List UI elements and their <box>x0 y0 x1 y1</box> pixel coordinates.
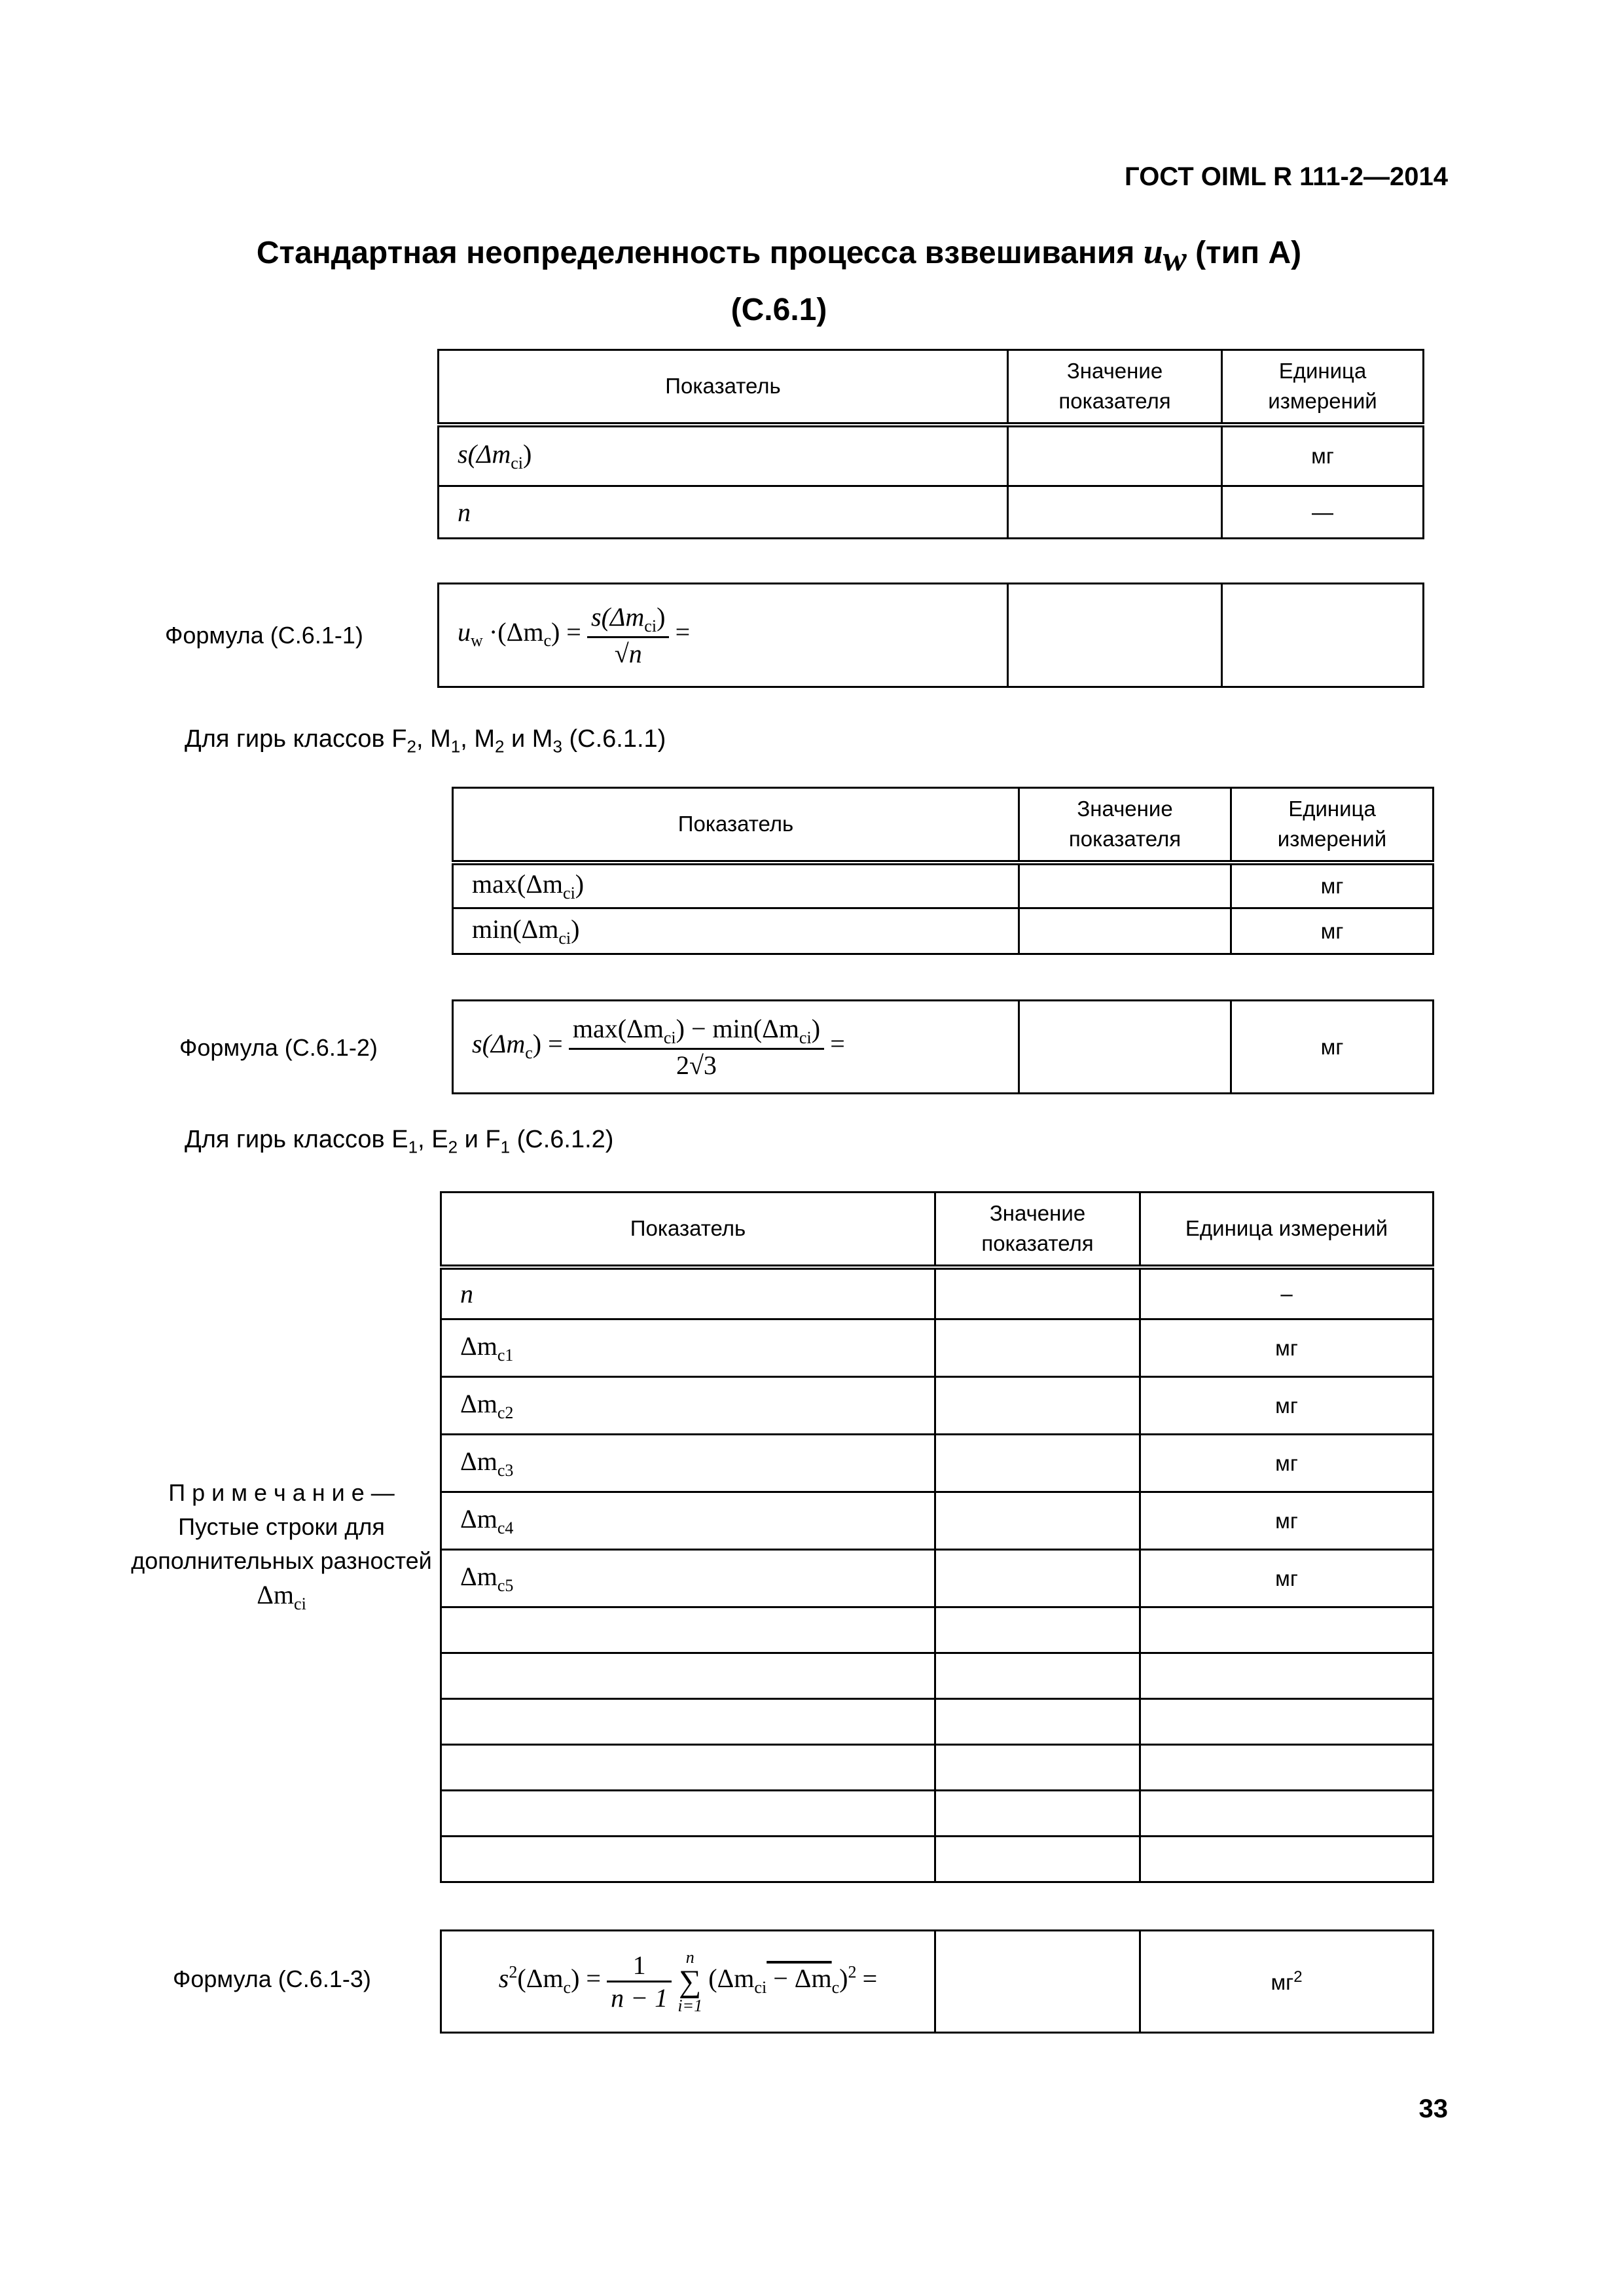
indicator-cell: n <box>441 1267 935 1319</box>
table-row <box>441 1319 1434 1377</box>
indicator-cell: $\max(\Delta m_{ci})$ <box>453 863 1019 908</box>
unit-cell: – <box>1140 1267 1434 1319</box>
empty-row <box>441 1699 1434 1745</box>
section-heading-1: Для гирь классов $F_2$, $M_1$, $M_2$ и $M_3$ (C.6.1.1) <box>185 725 666 757</box>
formula-label-1: Формула (C.6.1-1) <box>165 622 363 649</box>
formula-cell: $s^2(\Delta m_c)$ = $\frac{1}{n - 1}$ n ∑ i=1 $(\Delta m_{ci} - \Delta m_c)^2$ = <box>441 1931 935 2033</box>
table-row <box>453 863 1434 908</box>
formula-row <box>441 1931 1434 2033</box>
note-title: П р и м е ч а н и е — <box>168 1479 395 1506</box>
unit-cell: мг <box>1222 425 1424 486</box>
document-code: ГОСТ OIML R 111-2—2014 <box>1125 162 1448 191</box>
sum-sign: n ∑ i=1 <box>677 1947 703 2015</box>
value-cell[interactable] <box>935 1319 1140 1377</box>
unit-cell: — <box>1222 486 1424 539</box>
indicator-cell: $\Delta m_{c3}$ <box>441 1435 935 1492</box>
title-line-2: (C.6.1) <box>731 292 827 327</box>
header-value: Значение показателя <box>1019 788 1231 863</box>
table-row <box>441 1267 1434 1319</box>
formula-table-1 <box>437 583 1424 688</box>
header-indicator: Показатель <box>441 1193 935 1267</box>
formula-label-2: Формула (C.6.1-2) <box>179 1034 378 1061</box>
header-unit: Единица измерений <box>1231 788 1434 863</box>
empty-row <box>441 1745 1434 1791</box>
value-cell[interactable] <box>1008 425 1222 486</box>
unit-cell: мг <box>1140 1319 1434 1377</box>
indicator-cell: n <box>439 486 1008 539</box>
unit-cell: мг <box>1231 863 1434 908</box>
empty-row <box>441 1653 1434 1699</box>
formula-label-3: Формула (C.6.1-3) <box>173 1965 371 1992</box>
value-cell[interactable] <box>1019 1001 1231 1094</box>
section-heading-2: Для гирь классов $E_1$, $E_2$ и $F_1$ (C.6.1.2) <box>185 1126 614 1157</box>
formula-table-3 <box>440 1929 1434 2034</box>
header-value: Значение показателя <box>1008 350 1222 425</box>
fraction: $\frac{1}{n - 1}$ <box>607 1950 672 2013</box>
value-cell[interactable] <box>935 1267 1140 1319</box>
header-value: Значение показателя <box>935 1193 1140 1267</box>
header-unit: Единица измерений <box>1222 350 1424 425</box>
note <box>124 1476 439 1621</box>
indicator-cell: $s(\Delta m_{ci})$ <box>439 425 1008 486</box>
table-row <box>439 425 1424 486</box>
empty-row <box>441 1791 1434 1837</box>
unit-cell: мг <box>1140 1435 1434 1492</box>
formula-cell: $s(\Delta m_c)$ = $\frac{\max(\Delta m_{ci}) - \min(\Delta m_{ci})}{2√3}$ = <box>453 1001 1019 1094</box>
table-weighing-inputs <box>437 349 1424 539</box>
table-row <box>453 908 1434 954</box>
value-cell[interactable] <box>1008 584 1222 687</box>
unit-cell: мг <box>1231 908 1434 954</box>
page-number: 33 <box>1418 2094 1448 2123</box>
table-differences <box>440 1191 1434 1883</box>
value-cell[interactable] <box>1019 863 1231 908</box>
unit-cell: мг <box>1140 1550 1434 1607</box>
table-header-row <box>439 350 1424 425</box>
table-row <box>441 1377 1434 1435</box>
page-title <box>157 228 1401 334</box>
table-row <box>441 1550 1434 1607</box>
value-cell[interactable] <box>1019 908 1231 954</box>
note-body: Пустые строки для дополнительных разностей <box>131 1513 432 1574</box>
table-header-row <box>453 788 1434 863</box>
header-unit: Единица измерений <box>1140 1193 1434 1267</box>
formula-table-2 <box>452 999 1434 1094</box>
table-row <box>441 1435 1434 1492</box>
title-line-1: Стандартная неопределенность процесса взвешивания $u_w$ (тип A) <box>256 232 1302 278</box>
indicator-cell: $\Delta m_{c5}$ <box>441 1550 935 1607</box>
note-symbol: $\Delta m_{ci}$ <box>257 1580 306 1613</box>
formula-cell: $u_w \cdot(\Delta m_c)$ = $\frac{s(\Delta m_{ci})}{√n}$ = <box>439 584 1008 687</box>
value-cell[interactable] <box>935 1492 1140 1550</box>
header-indicator: Показатель <box>453 788 1019 863</box>
value-cell[interactable] <box>935 1931 1140 2033</box>
table-header-row <box>441 1193 1434 1267</box>
value-cell[interactable] <box>1008 486 1222 539</box>
table-row <box>439 486 1424 539</box>
value-cell[interactable] <box>935 1435 1140 1492</box>
fraction: $\frac{\max(\Delta m_{ci}) - \min(\Delta m_{ci})}{2√3}$ <box>569 1013 824 1081</box>
unit-cell: мг <box>1140 1492 1434 1550</box>
indicator-cell: $\Delta m_{c4}$ <box>441 1492 935 1550</box>
formula-row <box>453 1001 1434 1094</box>
table-max-min <box>452 787 1434 955</box>
formula-row <box>439 584 1424 687</box>
table-row <box>441 1492 1434 1550</box>
unit-cell: мг <box>1231 1001 1434 1094</box>
indicator-cell: $\Delta m_{c2}$ <box>441 1377 935 1435</box>
empty-row <box>441 1607 1434 1653</box>
value-cell[interactable] <box>935 1550 1140 1607</box>
value-cell[interactable] <box>935 1377 1140 1435</box>
unit-cell: мг <box>1140 1377 1434 1435</box>
unit-cell <box>1222 584 1424 687</box>
indicator-cell: $\min(\Delta m_{ci})$ <box>453 908 1019 954</box>
empty-row <box>441 1837 1434 1882</box>
fraction: $\frac{s(\Delta m_{ci})}{√n}$ <box>587 601 669 669</box>
unit-cell: $мг^2$ <box>1140 1931 1434 2033</box>
header-indicator: Показатель <box>439 350 1008 425</box>
indicator-cell: $\Delta m_{c1}$ <box>441 1319 935 1377</box>
